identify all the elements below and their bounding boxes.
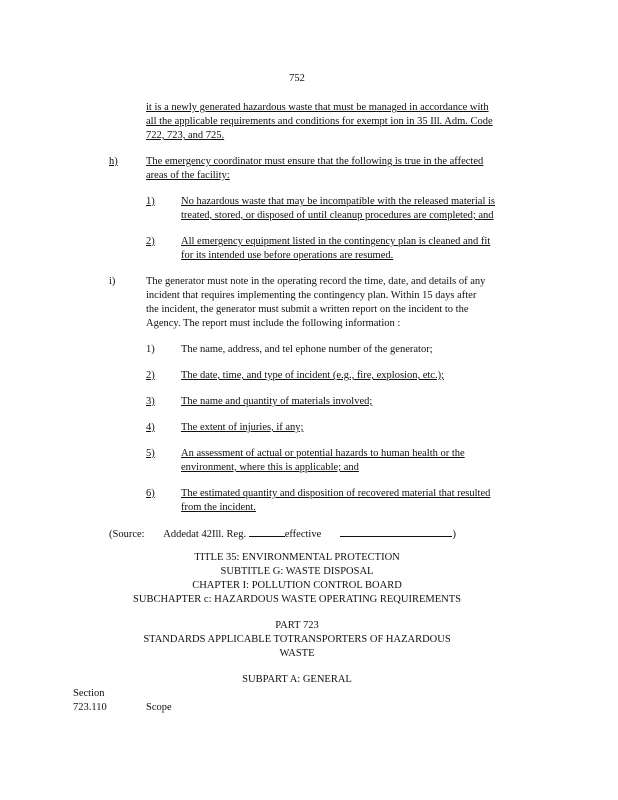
item-h-label: h) (109, 156, 118, 167)
source-prefix: (Source: (109, 529, 145, 540)
source-suffix: ) (452, 529, 456, 540)
item-h1-line-2: treated, stored, or disposed of until cleanup procedures are completed; and (181, 210, 494, 221)
effective-date-blank (340, 526, 452, 537)
item-i-line-1: The generator must note in the operating record the time, date, and details of any (146, 276, 486, 287)
title-heading: TITLE 35: ENVIRONMENTAL PROTECTION (194, 552, 400, 563)
g-continued-line-2: all the applicable requirements and conditions for exempt ion in 35 Ill. Adm. Code (146, 116, 493, 127)
item-i-line-2: incident that requires implementing the contingency plan. Within 15 days after (146, 290, 477, 301)
item-h2-label: 2) (146, 236, 155, 247)
item-h-line-1: The emergency coordinator must ensure that the following is true in the affected (146, 156, 484, 167)
item-i6-line-2: from the incident. (181, 502, 256, 513)
part-title-line-1: STANDARDS APPLICABLE TOTRANSPORTERS OF HAZARDOUS (143, 634, 451, 645)
subpart-heading: SUBPART A: GENERAL (242, 674, 352, 685)
item-i2-line-1: The date, time, and type of incident (e.g., fire, explosion, etc.); (181, 370, 444, 381)
part-heading: PART 723 (275, 620, 319, 631)
part-title-line-2: WASTE (279, 648, 315, 659)
item-h1-line-1: No hazardous waste that may be incompatible with the released material is (181, 196, 496, 207)
item-i2-label: 2) (146, 370, 155, 381)
item-i5-label: 5) (146, 448, 155, 459)
item-i5-line-2: environment, where this is applicable; and (181, 462, 359, 473)
item-i-line-3: the incident, the generator must submit a written report on the incident to the (146, 304, 469, 315)
subtitle-heading: SUBTITLE G: WASTE DISPOSAL (220, 566, 374, 577)
source-effective: effective (284, 529, 322, 540)
page-number: 752 (289, 73, 305, 84)
item-h-line-2: areas of the facility: (146, 170, 230, 181)
subchapter-heading: SUBCHAPTER c: HAZARDOUS WASTE OPERATING REQUIREMENTS (133, 594, 461, 605)
item-i3-label: 3) (146, 396, 155, 407)
register-volume-blank (249, 526, 285, 537)
chapter-heading: CHAPTER I: POLLUTION CONTROL BOARD (192, 580, 402, 591)
item-i5-line-1: An assessment of actual or potential hazards to human health or the (181, 448, 465, 459)
source-added: Addedat 42Ill. Reg. (163, 529, 247, 540)
item-i-line-4: Agency. The report must include the following information : (146, 318, 401, 329)
item-i-label: i) (109, 276, 116, 287)
section-header: Section (73, 688, 105, 699)
g-continued-line-1: it is a newly generated hazardous waste that must be managed in accordance with (146, 102, 489, 113)
item-i1-line-1: The name, address, and tel ephone number of the generator; (181, 344, 433, 355)
section-number: 723.110 (73, 702, 107, 713)
item-i3-line-1: The name and quantity of materials involved; (181, 396, 373, 407)
item-i6-line-1: The estimated quantity and disposition of recovered material that resulted (181, 488, 491, 499)
item-h1-label: 1) (146, 196, 155, 207)
item-i6-label: 6) (146, 488, 155, 499)
source-note (109, 526, 456, 542)
item-i4-line-1: The extent of injuries, if any; (181, 422, 304, 433)
item-i1-label: 1) (146, 344, 155, 355)
item-h2-line-2: for its intended use before operations are resumed. (181, 250, 394, 261)
item-h2-line-1: All emergency equipment listed in the contingency plan is cleaned and fit (181, 236, 491, 247)
section-title: Scope (146, 702, 172, 713)
g-continued-line-3: 722, 723, and 725. (146, 130, 225, 141)
item-i4-label: 4) (146, 422, 155, 433)
